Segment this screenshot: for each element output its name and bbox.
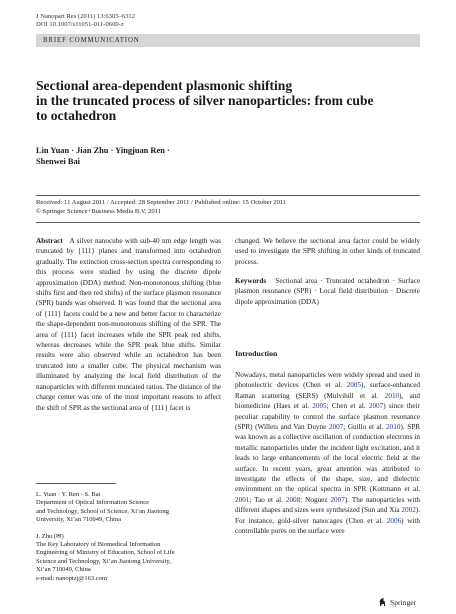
corresponding-email[interactable]: e-mail: nanoptzj@163.com	[36, 574, 107, 582]
abstract	[36, 236, 221, 413]
affiliation-line: Xi’an 710049, China	[36, 566, 91, 574]
abstract-text: A silver nanocube with sub-40 nm edge length was truncated by {111} planes and transformed into octahedron gradually. The extinction cross-section spectra corresponding to this process were studied by using the discrete dipole approximation (DDA) method. Non-monotonous shifting (blue shifts first and then red shifts) of the surface plasmon resonance (SPR) bands was observed. It was found that the sectional area of {111} facets could be a new and better factor to characterize the shape-dependent non-monotonous shifting of the SPR. The area of {111} facet increases while the SPR peak red shifts, whereas decreases while the SPR peak blue shifts. Similar results were also observed while an octahedron has been truncated into a smaller cube. The physical mechanism was illuminated by analyzing the local field distribution of the nanoparticles with different truncated ratios. The distance of the charge center was one of the most important reasons to affect the shift of SPR as the sectional area of {111} facet is	[36, 237, 222, 412]
author-line: Shenwei Bai	[36, 157, 80, 166]
publisher-logo	[378, 597, 416, 607]
divider	[36, 222, 420, 223]
citation-link[interactable]: 2005	[346, 381, 361, 390]
keywords-text: Sectional area · Truncated octahedron · Surface plasmon resonance (SPR) · Local field distribution · Discrete dipole approximation (DDA)	[235, 276, 421, 306]
citation-link[interactable]: 2010	[384, 391, 400, 400]
article-type-banner: BRIEF COMMUNICATION	[36, 34, 420, 47]
affiliation-line: Department of Optical Information Science	[36, 499, 149, 507]
title-line: Sectional area-dependent plasmonic shifting	[36, 78, 293, 93]
doi: DOI 10.1007/s11051-011-0600-z	[36, 21, 124, 28]
copyright: © Springer Science+Business Media B.V. 2011	[36, 207, 162, 215]
citation-link[interactable]: 2007	[328, 423, 344, 432]
affiliation-line: Engineering of Ministry of Education, School of Life	[36, 549, 175, 557]
article-title	[36, 78, 416, 123]
keywords	[235, 276, 420, 307]
keywords-label: Keywords	[235, 276, 267, 285]
author-line: Lin Yuan · Jian Zhu · Yingjuan Ren ·	[36, 146, 170, 155]
author-list	[36, 145, 170, 167]
abstract-continuation: changed. We believe the sectional area factor could be widely used to investigate the SPR shifting in other kinds of truncated process.	[235, 237, 420, 266]
introduction-body: Nowadays, metal nanoparticles were widely spread and used in photoelectric devices (Chen et al. 2005), surface-enhanced Raman scattering (SERS) (Mulvihill et al. 2010), and biomedicine (Haes et al. 2005; Chen et al. 2007) since their peculiar capability to control the surface plasmon resonance (SPR) (Willets and Van Duyne 2007; Guillo et al. 2010). SPR was known as a collective oscillation of conduction electrons in metallic nanoparticles under the incident light excitation, and it leads to large enhancements of the local electric field at the surface. In recent years, great attention was attributed to investigate the effects of the shape, size, and dielectric environment on the optical spectra in SPR (Kottmann et al. 2001; Tao et al. 2008; Noguez 2007). The nanoparticles with different shapes and sizes were synthesized (Sun and Xia 2002). For instance, gold-silver nanocages (Chen et al. 2006) with controllable pores on the surface were	[235, 371, 421, 536]
right-column-top	[235, 236, 420, 307]
abstract-label: Abstract	[36, 237, 63, 245]
citation-link[interactable]: 2005	[312, 402, 327, 411]
citation-link[interactable]: 2006	[386, 516, 402, 525]
introduction-heading: Introduction	[235, 349, 278, 358]
publication-dates	[36, 199, 286, 216]
journal-citation: J Nanopart Res (2011) 13:6305–6312	[36, 13, 136, 20]
citation-link[interactable]: 2007	[368, 402, 384, 411]
title-line: to octahedron	[36, 108, 117, 123]
affiliation-line: Science and Technology, Xi’an Jiaotong University,	[36, 557, 171, 565]
citation-link[interactable]: 2001	[235, 495, 250, 504]
citation-link[interactable]: 2002	[401, 506, 416, 515]
springer-horse-icon	[378, 597, 387, 607]
publisher-name: Springer	[390, 597, 417, 607]
affiliation-line: and Technology, School of Science, Xi’an Jiaotong	[36, 507, 169, 515]
affiliation-line: J. Zhu (✉)	[36, 532, 64, 540]
citation-link[interactable]: 2008	[285, 495, 301, 504]
affiliation-line: University, Xi’an 710049, China	[36, 516, 121, 524]
history-dates: Received: 11 August 2011 / Accepted: 28 September 2011 / Published online: 15 October 2011	[36, 199, 287, 206]
affiliation-line: The Key Laboratory of Biomedical Information	[36, 541, 161, 549]
divider	[36, 195, 420, 196]
footnote-rule	[36, 483, 116, 484]
affiliations	[36, 491, 221, 583]
citation-link[interactable]: 2010	[386, 423, 401, 432]
journal-info	[36, 13, 135, 29]
citation-link[interactable]: 2007	[330, 495, 345, 504]
affiliation-line: L. Yuan · Y. Ren · S. Bai	[36, 491, 101, 498]
title-line: in the truncated process of silver nanoparticles: from cube	[36, 93, 374, 108]
